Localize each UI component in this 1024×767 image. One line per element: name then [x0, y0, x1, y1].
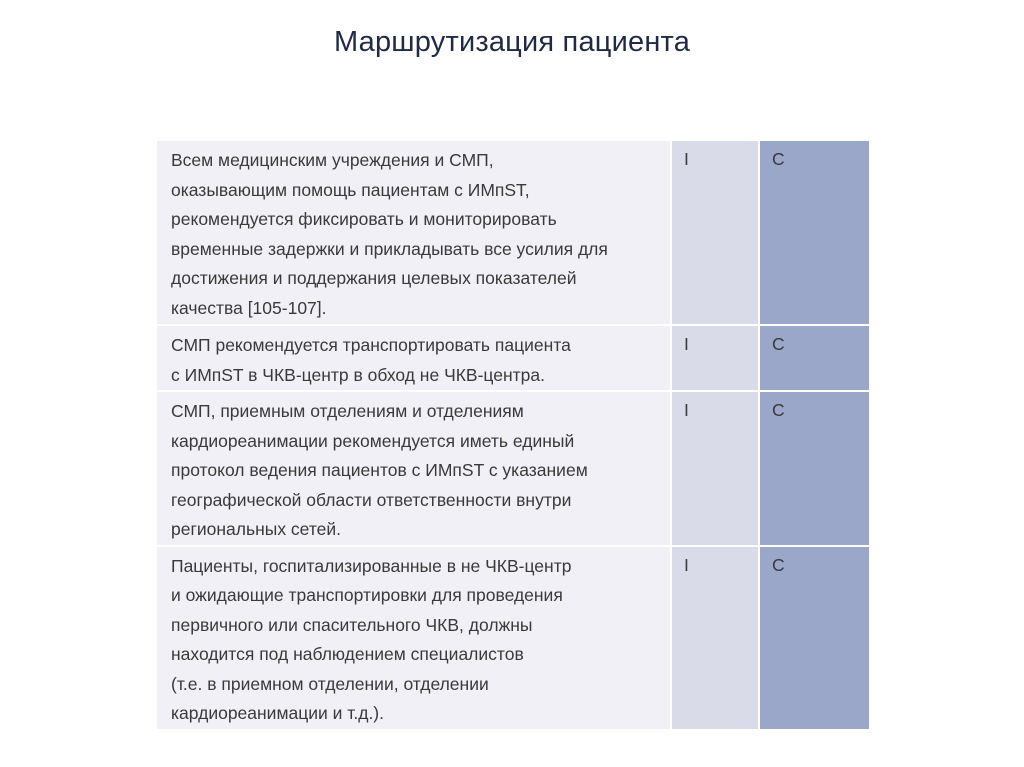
evidence-level-cell: C — [759, 546, 869, 730]
evidence-level-cell: C — [759, 325, 869, 391]
recommendation-text-cell — [157, 141, 671, 325]
recommendation-text-line: находится под наблюдением специалистов — [171, 644, 524, 664]
recommendation-text-line: и ожидающие транспортировки для проведения — [171, 585, 563, 605]
recommendation-text-line: рекомендуется фиксировать и мониторировать — [171, 209, 557, 229]
recommendation-text-line: первичного или спасительного ЧКВ, должны — [171, 614, 533, 635]
recommendation-text-line: временные задержки и прикладывать все усилия для — [171, 238, 608, 259]
recommendation-text-line: географической области ответственности внутри — [171, 489, 572, 510]
recommendation-text-cell — [157, 391, 671, 546]
table-row — [157, 546, 869, 730]
recommendation-text-line: СМП рекомендуется транспортировать пациента — [171, 335, 571, 355]
recommendations-table — [157, 141, 869, 731]
evidence-level-cell: C — [759, 141, 869, 325]
recommendation-text-cell — [157, 325, 671, 391]
recommendation-class-cell: I — [671, 325, 759, 391]
table-row — [157, 325, 869, 391]
recommendation-text-line: (т.е. в приемном отделении, отделении — [171, 673, 489, 694]
recommendation-text-line: Всем медицинским учреждения и СМП, — [171, 150, 494, 170]
recommendation-text-cell — [157, 546, 671, 730]
table-row — [157, 141, 869, 325]
slide-title: Маршрутизация пациента — [333, 26, 691, 58]
recommendation-text-line: кардиореанимации и т.д.). — [171, 703, 384, 723]
recommendation-class-cell: I — [671, 141, 759, 325]
recommendation-text-line: с ИМпST в ЧКВ-центр в обход не ЧКВ-центра. — [171, 364, 545, 385]
recommendation-text-line: кардиореанимации рекомендуется иметь единый — [171, 430, 575, 451]
recommendation-text-line: региональных сетей. — [171, 519, 342, 539]
recommendation-class-cell: I — [671, 391, 759, 546]
recommendation-class-cell: I — [671, 546, 759, 730]
evidence-level-cell: C — [759, 391, 869, 546]
recommendation-text-line: протокол ведения пациентов с ИМпST с указанием — [171, 460, 588, 480]
recommendation-text-line: СМП, приемным отделениям и отделениям — [171, 401, 524, 421]
recommendation-text-line: оказывающим помощь пациентам с ИМпST, — [171, 179, 530, 200]
recommendation-text-line: достижения и поддержания целевых показателей — [171, 268, 577, 288]
recommendation-text-line: Пациенты, госпитализированные в не ЧКВ-центр — [171, 555, 572, 576]
recommendation-text-line: качества [105-107]. — [171, 297, 327, 318]
table-row — [157, 391, 869, 546]
